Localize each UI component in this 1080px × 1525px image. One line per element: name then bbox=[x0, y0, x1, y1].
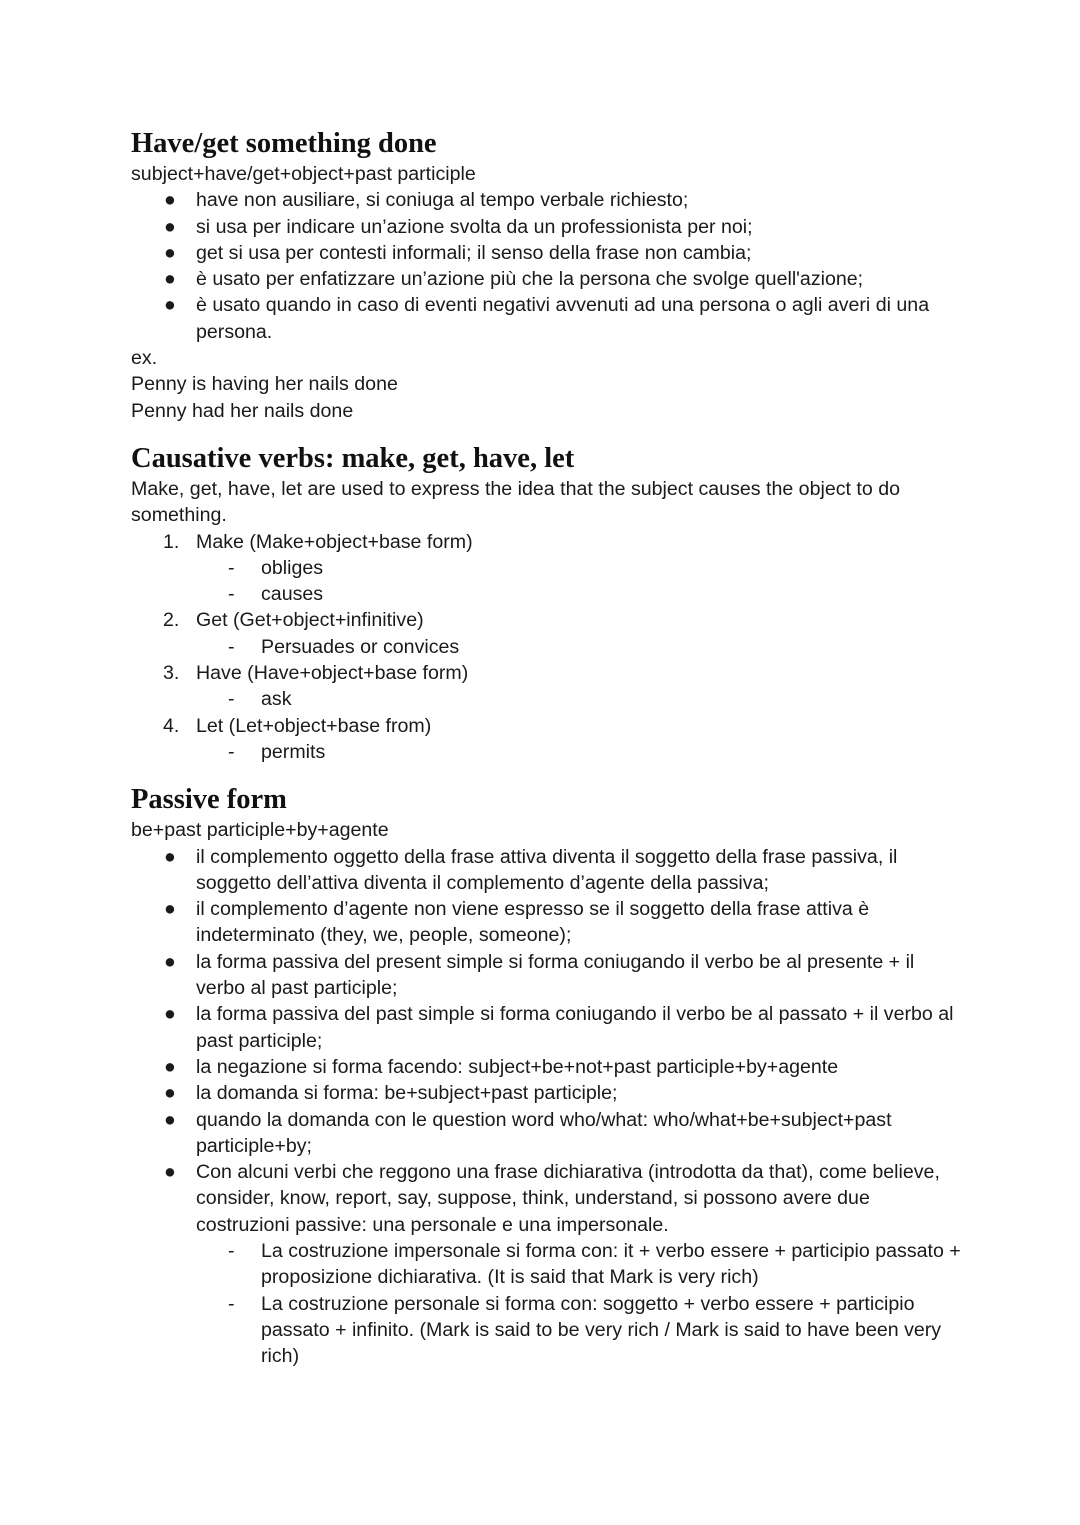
bullet-item: ● la negazione si forma facendo: subject+be+not+past participle+by+agente bbox=[131, 1054, 961, 1080]
example-line: Penny had her nails done bbox=[131, 399, 354, 422]
dash-icon: - bbox=[228, 1292, 235, 1315]
dash-icon: - bbox=[228, 635, 235, 658]
bullet-item: ● si usa per indicare un’azione svolta da un professionista per noi; bbox=[131, 214, 961, 240]
bullet-item: ● get si usa per contesti informali; il senso della frase non cambia; bbox=[131, 240, 961, 266]
bullet-item: ● il complemento oggetto della frase attiva diventa il soggetto della frase passiva, il soggetto dell’attiva diventa il complemento d’agente della passiva; bbox=[164, 845, 898, 894]
bullet-item: ● la forma passiva del past simple si forma coniugando il verbo be al passato + il verbo al past participle; bbox=[164, 1003, 954, 1052]
bullet-icon: ● bbox=[164, 294, 176, 317]
item-number: 1. bbox=[163, 530, 180, 553]
bullet-icon: ● bbox=[164, 1003, 176, 1026]
bullet-icon: ● bbox=[164, 215, 176, 238]
dash-icon: - bbox=[228, 1239, 235, 1262]
bullet-item: ● Con alcuni verbi che reggono una frase dichiarativa (introdotta da that), come believe, consider, know, report, say, suppose, think, understand, si possono avere due costruzioni passive: una personale e una impersonale. bbox=[164, 1161, 940, 1236]
item-number: 2. bbox=[163, 609, 180, 632]
dash-icon: - bbox=[228, 688, 235, 711]
bullet-icon: ● bbox=[164, 950, 176, 973]
bullet-icon: ● bbox=[164, 1055, 176, 1078]
section-title: Have/get something done bbox=[131, 128, 437, 159]
numbered-item: 2. Get (Get+object+infinitive) bbox=[131, 607, 961, 633]
bullet-item: ● have non ausiliare, si coniuga al tempo verbale richiesto; bbox=[131, 187, 961, 213]
bullet-item: ● la domanda si forma: be+subject+past participle; bbox=[131, 1080, 961, 1106]
bullet-icon: ● bbox=[164, 1161, 176, 1184]
dash-icon: - bbox=[228, 556, 235, 579]
bullet-item: ● è usato per enfatizzare un’azione più che la persona che svolge quell'azione; bbox=[131, 266, 961, 292]
section-title: Passive form bbox=[131, 784, 287, 816]
sub-item: - La costruzione personale si forma con: soggetto + verbo essere + participio passato + infinito. (Mark is said to be very rich / Mark is said to have been very rich) bbox=[228, 1292, 942, 1368]
formula: be+past participle+by+agente bbox=[131, 819, 389, 842]
bullet-item: ● il complemento d’agente non viene espresso se il soggetto della frase attiva è indeterminato (they, we, people, someone); bbox=[164, 898, 870, 947]
formula: subject+have/get+object+past participle bbox=[131, 163, 476, 185]
section-have-get-done bbox=[131, 127, 961, 424]
section-title: Causative verbs: make, get, have, let bbox=[131, 442, 575, 474]
section-passive-form bbox=[131, 783, 961, 1369]
bullet-icon: ● bbox=[164, 241, 176, 264]
bullet-item: ● è usato quando in caso di eventi negativi avvenuti ad una persona o agli averi di una persona. bbox=[164, 294, 930, 343]
example-line: Penny is having her nails done bbox=[131, 373, 398, 396]
sub-item: - ask bbox=[131, 686, 961, 712]
sub-item: - permits bbox=[131, 739, 961, 765]
sub-item: - La costruzione impersonale si forma con: it + verbo essere + participio passato + proposizione dichiarativa. (It is said that Mark is very rich) bbox=[228, 1239, 961, 1289]
bullet-icon: ● bbox=[164, 1108, 176, 1131]
numbered-item: 1. Make (Make+object+base form) bbox=[131, 529, 961, 555]
sub-item: - Persuades or convices bbox=[131, 634, 961, 660]
bullet-item: ● la forma passiva del present simple si forma coniugando il verbo be al presente + il verbo al past participle; bbox=[164, 950, 915, 1000]
dash-icon: - bbox=[228, 583, 235, 606]
item-number: 3. bbox=[163, 662, 180, 685]
intro-text: Make, get, have, let are used to express the idea that the subject causes the object to do something. bbox=[131, 477, 900, 527]
section-causative-verbs bbox=[131, 442, 961, 765]
bullet-icon: ● bbox=[164, 845, 176, 868]
sub-item: - obliges bbox=[131, 555, 961, 581]
bullet-item: ● quando la domanda con le question word who/what: who/what+be+subject+past participle+by; bbox=[164, 1108, 892, 1157]
bullet-icon: ● bbox=[164, 268, 176, 291]
bullet-icon: ● bbox=[164, 898, 176, 921]
bullet-icon: ● bbox=[164, 1082, 176, 1105]
numbered-item: 4. Let (Let+object+base from) bbox=[131, 713, 961, 739]
item-number: 4. bbox=[163, 714, 180, 737]
sub-item: - causes bbox=[131, 581, 961, 607]
bullet-icon: ● bbox=[164, 189, 176, 212]
dash-icon: - bbox=[228, 740, 235, 763]
example-label: ex. bbox=[131, 347, 158, 370]
numbered-item: 3. Have (Have+object+base form) bbox=[131, 660, 961, 686]
document-page bbox=[131, 127, 961, 1369]
